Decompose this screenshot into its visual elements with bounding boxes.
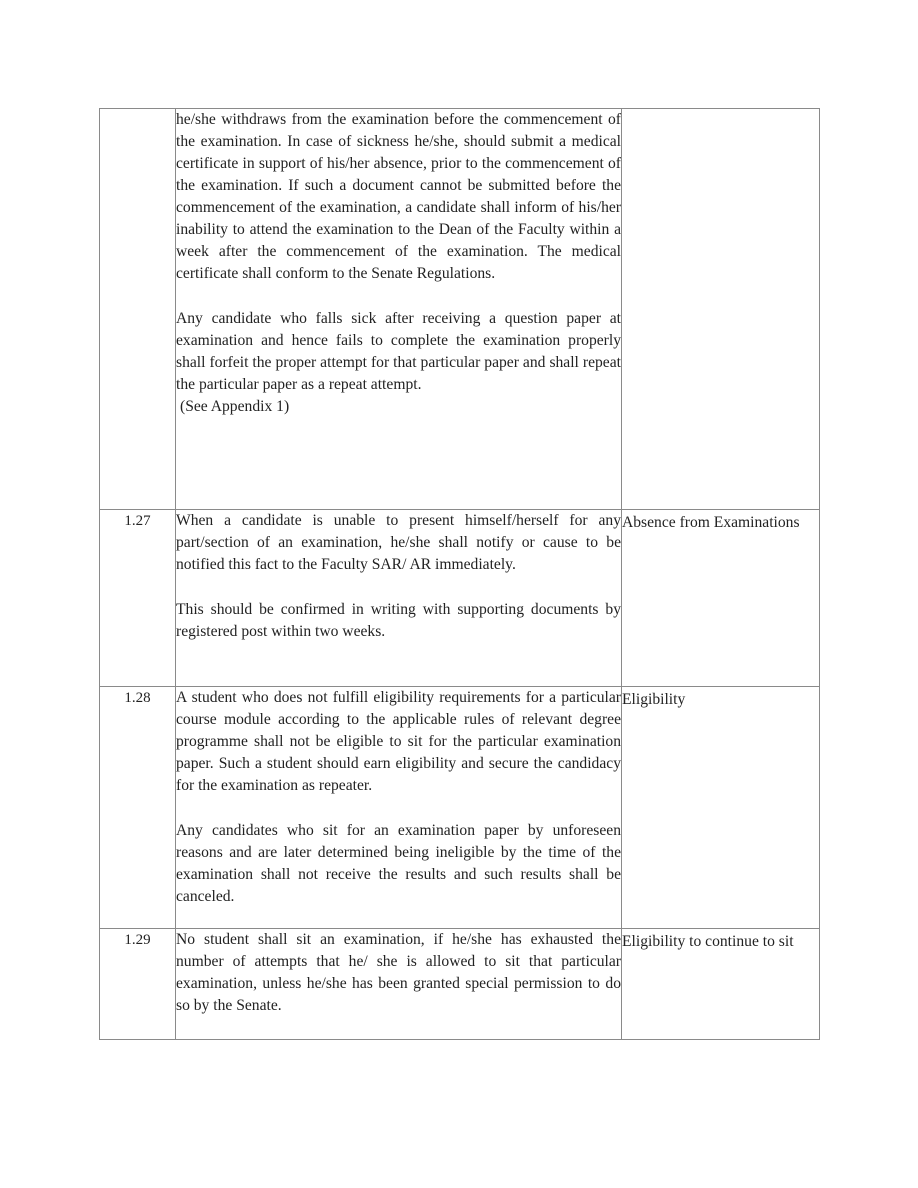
clause-title: Absence from Examinations	[622, 510, 820, 687]
clause-body	[176, 510, 622, 687]
clause-body	[176, 929, 622, 1040]
regulations-table	[99, 108, 820, 1040]
clause-title: Eligibility to continue to sit	[622, 929, 820, 1040]
clause-body	[176, 687, 622, 929]
clause-paragraph: A student who does not fulfill eligibility requirements for a particular course module according to the applicable rules of relevant degree programme shall not be eligible to sit for the particular examination paper. Such a student should earn eligibility and secure the candidacy for the examination as repeater.	[176, 689, 621, 794]
appendix-reference: (See Appendix 1)	[180, 398, 290, 415]
clause-body	[176, 109, 622, 510]
table-row	[100, 109, 820, 510]
clause-title: Eligibility	[622, 687, 820, 929]
clause-paragraph: Any candidate who falls sick after receiving a question paper at examination and hence fails to complete the examination properly shall forfeit the proper attempt for that particular paper and shall repeat the particular paper as a repeat attempt.	[176, 310, 621, 393]
table-row	[100, 929, 820, 1040]
clause-number: 1.28	[100, 687, 176, 929]
clause-paragraph: Any candidates who sit for an examination paper by unforeseen reasons and are later determined being ineligible by the time of the examination shall not receive the results and such results shall be canceled.	[176, 822, 621, 905]
table-row	[100, 687, 820, 929]
clause-paragraph: No student shall sit an examination, if he/she has exhausted the number of attempts that he/ she is allowed to sit that particular examination, unless he/she has been granted special permission to do so by the Senate.	[176, 931, 621, 1014]
clause-paragraph: This should be confirmed in writing with supporting documents by registered post within two weeks.	[176, 601, 621, 640]
clause-title	[622, 109, 820, 510]
table-row	[100, 510, 820, 687]
clause-number: 1.27	[100, 510, 176, 687]
clause-paragraph: When a candidate is unable to present himself/herself for any part/section of an examination, he/she shall notify or cause to be notified this fact to the Faculty SAR/ AR immediately.	[176, 512, 621, 573]
clause-number	[100, 109, 176, 510]
clause-number: 1.29	[100, 929, 176, 1040]
clause-paragraph: he/she withdraws from the examination before the commencement of the examination. In case of sickness he/she, should submit a medical certificate in support of his/her absence, prior to the commencement of the examination. If such a document cannot be submitted before the commencement of the examination, a candidate shall inform of his/her inability to attend the examination to the Dean of the Faculty within a week after the commencement of the examination. The medical certificate shall conform to the Senate Regulations.	[176, 111, 621, 282]
